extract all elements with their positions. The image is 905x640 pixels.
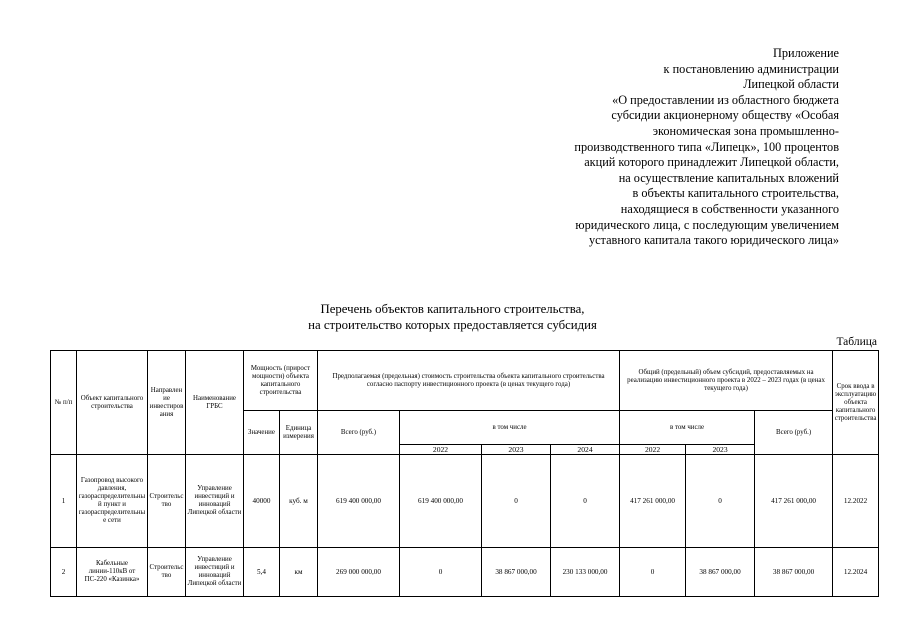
row-direction: Строительство (148, 547, 186, 596)
row-num: 1 (51, 455, 77, 547)
row-object: Газопровод высокого давления, газораспределительный пункт и газораспределительные сети (77, 455, 148, 547)
row-object: Кабельные линии-110кВ от ПС-220 «Казинка» (77, 547, 148, 596)
appendix-line: в объекты капитального строительства, (632, 186, 839, 201)
header-cost: Предполагаемая (предельная) стоимость строительства объекта капитального строительства согласно паспорту инвестиционного проекта (в ценах текущего года) (318, 351, 620, 411)
appendix-line: находящиеся в собственности указанного (620, 201, 839, 216)
header-cost-year: 2023 (482, 445, 551, 455)
row-deadline: 12.2022 (833, 455, 879, 547)
row-capacity-unit: куб. м (280, 455, 318, 547)
row-cost-2022: 0 (400, 547, 482, 596)
appendix-line: к постановлению администрации (663, 61, 839, 76)
row-subsidy-total: 417 261 000,00 (755, 455, 833, 547)
row-cost-2023: 38 867 000,00 (482, 547, 551, 596)
row-capacity-unit: км (280, 547, 318, 596)
objects-table (50, 350, 879, 597)
row-subsidy-2022: 417 261 000,00 (620, 455, 686, 547)
table-row (51, 455, 879, 547)
row-cost-2024: 230 133 000,00 (551, 547, 620, 596)
header-capacity-unit: Единица измерения (280, 411, 318, 455)
title-line-1: Перечень объектов капитального строительства, (320, 302, 585, 316)
header-cost-total: Всего (руб.) (318, 411, 400, 455)
row-grbs: Управление инвестиций и инноваций Липецкой области (186, 455, 244, 547)
header-object: Объект капитального строительства (77, 351, 148, 455)
row-cost-2024: 0 (551, 455, 620, 547)
header-subsidy-total: Всего (руб.) (755, 411, 833, 455)
header-deadline: Срок ввода в эксплуатацию объекта капитального строительства (833, 351, 879, 455)
appendix-line: юридического лица, с последующим увеличением (575, 217, 839, 232)
header-subsidy: Общий (предельный) объем субсидий, предоставляемых на реализацию инвестиционного проекта в 2022 – 2023 годах (в ценах текущего года) (620, 351, 833, 411)
row-direction: Строительство (148, 455, 186, 547)
row-subsidy-2022: 0 (620, 547, 686, 596)
row-cost-2022: 619 400 000,00 (400, 455, 482, 547)
header-cost-incl: в том числе (400, 411, 620, 445)
header-num: № п/п (51, 351, 77, 455)
header-cost-year: 2022 (400, 445, 482, 455)
table-label: Таблица (836, 336, 877, 348)
appendix-line: Приложение (773, 46, 839, 60)
appendix-line: на осуществление капитальных вложений (618, 170, 839, 185)
row-grbs: Управление инвестиций и инноваций Липецкой области (186, 547, 244, 596)
row-subsidy-total: 38 867 000,00 (755, 547, 833, 596)
appendix-line: экономическая зона промышленно- (652, 123, 839, 138)
header-subsidy-year: 2023 (686, 445, 755, 455)
row-num: 2 (51, 547, 77, 596)
appendix-line: субсидии акционерному обществу «Особая (611, 108, 839, 123)
row-capacity-value: 5,4 (244, 547, 280, 596)
header-subsidy-incl: в том числе (620, 411, 755, 445)
row-subsidy-2023: 0 (686, 455, 755, 547)
table-row (51, 547, 879, 596)
appendix-line: производственного типа «Липецк», 100 процентов (574, 139, 839, 154)
header-grbs: Наименование ГРБС (186, 351, 244, 455)
header-direction: Направление инвестирования (148, 351, 186, 455)
appendix-line: Липецкой области (743, 77, 839, 92)
appendix-line: «О предоставлении из областного бюджета (612, 92, 839, 107)
row-cost-2023: 0 (482, 455, 551, 547)
row-deadline: 12.2024 (833, 547, 879, 596)
row-cost-total: 619 400 000,00 (318, 455, 400, 547)
header-cost-year: 2024 (551, 445, 620, 455)
row-subsidy-2023: 38 867 000,00 (686, 547, 755, 596)
appendix-line: уставного капитала такого юридического лица» (588, 233, 839, 248)
appendix-line: акций которого принадлежит Липецкой области, (584, 155, 839, 170)
header-row-1 (51, 351, 879, 411)
row-cost-total: 269 000 000,00 (318, 547, 400, 596)
header-subsidy-year: 2022 (620, 445, 686, 455)
document-title (0, 301, 905, 333)
header-capacity: Мощность (прирост мощности) объекта капитального строительства (244, 351, 318, 411)
appendix-header (479, 46, 839, 249)
row-capacity-value: 40000 (244, 455, 280, 547)
header-capacity-value: Значение (244, 411, 280, 455)
title-line-2: на строительство которых предоставляется субсидия (308, 318, 597, 332)
